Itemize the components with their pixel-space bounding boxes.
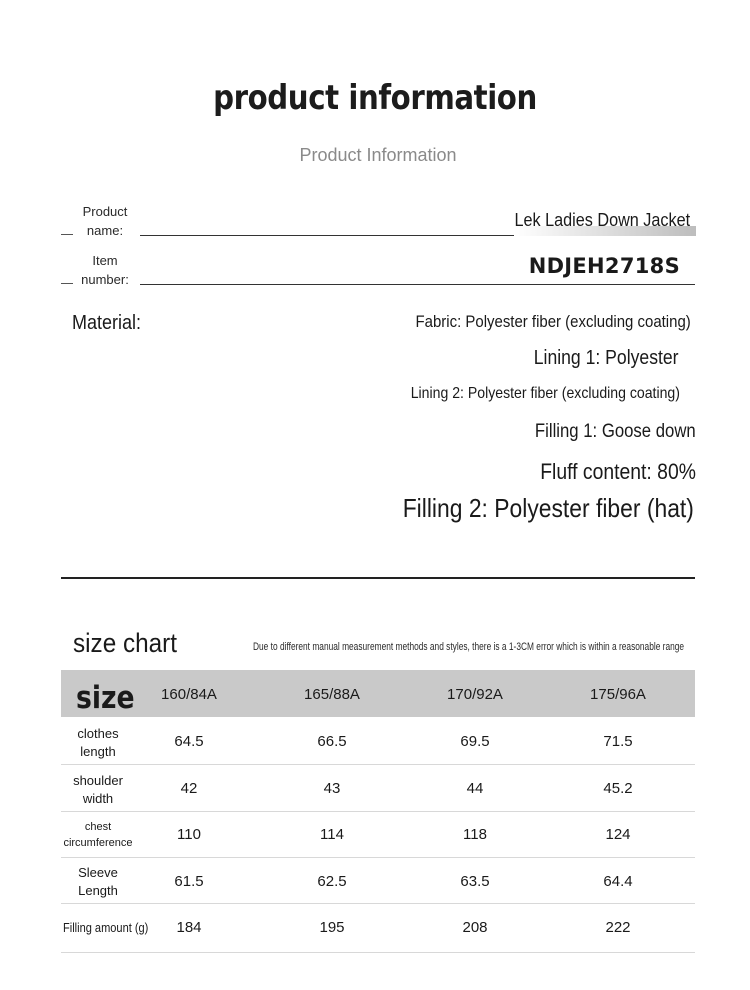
size-column-header: 170/92A	[447, 686, 503, 703]
table-cell: 66.5	[317, 733, 347, 750]
item-number-label	[60, 251, 150, 289]
table-cell: 118	[463, 826, 487, 843]
table-cell: 184	[176, 919, 202, 936]
table-cell: 64.5	[174, 733, 204, 750]
product-name-tick	[61, 234, 73, 235]
size-header-label: size	[76, 680, 135, 716]
item-number-value: NDJEH2718S	[528, 254, 680, 278]
product-name-label-line1: Product	[82, 204, 128, 219]
row-label-line2: width	[82, 791, 114, 806]
row-label	[59, 725, 137, 761]
material-lining-2: Lining 2: Polyester fiber (excluding coating)	[410, 385, 680, 402]
product-name-value: Lek Ladies Down Jacket	[514, 210, 690, 230]
table-cell: 62.5	[317, 873, 347, 890]
item-number-tick	[61, 283, 73, 284]
product-name-label-line2: name:	[86, 223, 124, 238]
table-cell: 61.5	[174, 873, 204, 890]
table-cell: 71.5	[603, 733, 633, 750]
table-cell: 124	[605, 826, 631, 843]
table-cell: 114	[320, 826, 344, 843]
size-column-header: 165/88A	[304, 686, 360, 703]
item-number-label-line2: number:	[81, 272, 129, 287]
item-number-underline	[140, 284, 695, 285]
row-label-line1: chest	[84, 821, 112, 833]
row-label-line2: Length	[78, 883, 118, 898]
table-cell: 42	[180, 780, 198, 797]
size-column-header: 160/84A	[161, 686, 217, 703]
material-filling-2: Filling 2: Polyester fiber (hat)	[402, 493, 694, 523]
row-label-line2: circumference	[63, 837, 133, 849]
row-label-line2: length	[80, 744, 116, 759]
size-chart-note: Due to different manual measurement methods and styles, there is a 1-3CM error which is within a reasonable range	[253, 641, 685, 653]
row-label-line1: shoulder	[73, 773, 123, 788]
size-chart-title: size chart	[73, 628, 177, 658]
page-subtitle: Product Information	[299, 145, 457, 165]
material-filling-1: Filling 1: Goose down	[535, 421, 696, 442]
section-divider	[61, 577, 695, 579]
row-label	[59, 819, 137, 851]
table-cell: 208	[462, 919, 488, 936]
table-cell: 63.5	[460, 873, 490, 890]
table-cell: 45.2	[603, 780, 633, 797]
table-cell: 222	[605, 919, 631, 936]
product-name-label	[60, 202, 150, 240]
table-cell: 69.5	[460, 733, 490, 750]
row-label-line1: Sleeve	[78, 865, 118, 880]
row-label	[59, 864, 137, 900]
table-cell: 64.4	[603, 873, 633, 890]
item-number-label-line1: Item	[92, 253, 118, 268]
table-cell: 110	[177, 826, 201, 843]
material-lining-1: Lining 1: Polyester	[534, 347, 679, 369]
table-cell: 195	[319, 919, 345, 936]
row-label	[59, 772, 137, 808]
page-title: product information	[213, 78, 537, 118]
material-fluff-content: Fluff content: 80%	[540, 459, 696, 484]
material-label: Material:	[72, 312, 142, 334]
size-column-header: 175/96A	[590, 686, 646, 703]
table-cell: 43	[323, 780, 341, 797]
table-cell: 44	[466, 780, 484, 797]
row-label-line1: Filling amount (g)	[63, 920, 149, 935]
row-label-line1: clothes	[77, 726, 119, 741]
material-fabric: Fabric: Polyester fiber (excluding coating)	[415, 312, 691, 331]
